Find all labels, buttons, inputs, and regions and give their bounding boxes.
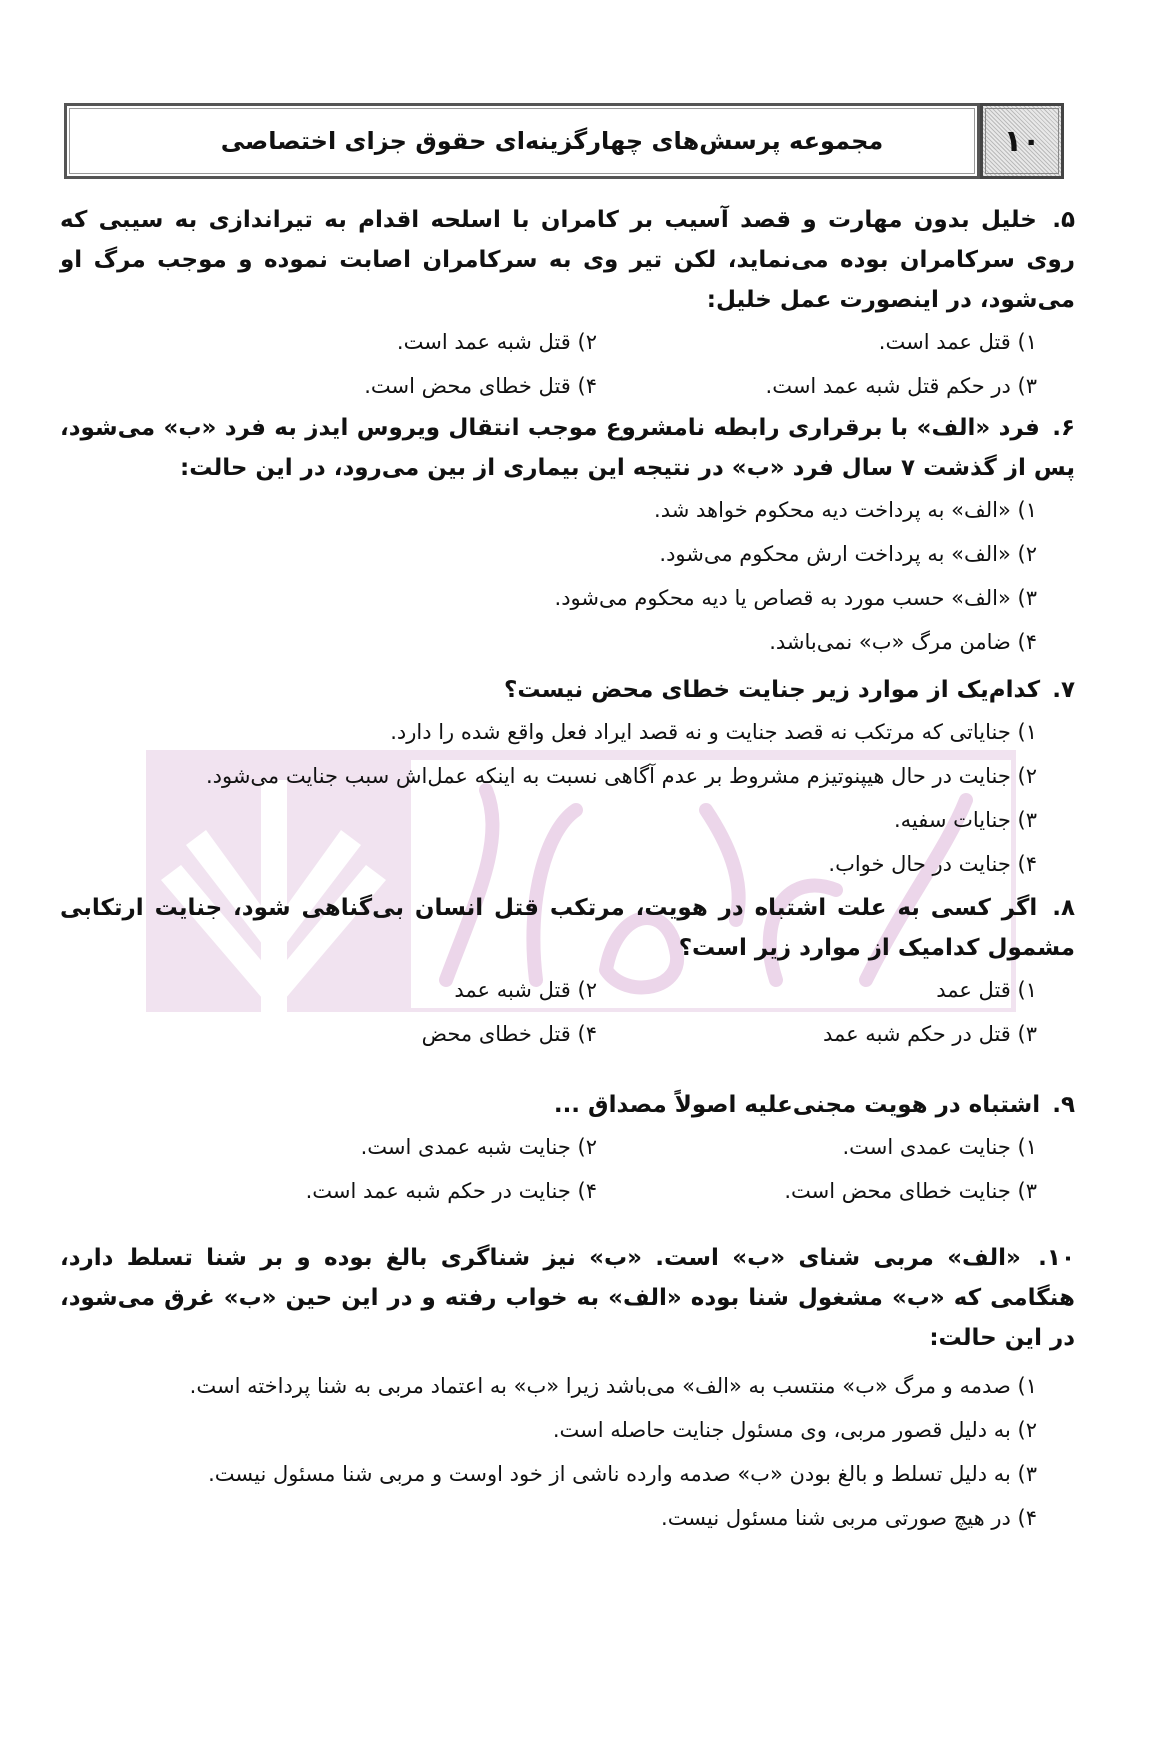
question-body: اگر کسی به علت اشتباه در هویت، مرتکب قتل انسان بی‌گناهی شود، جنایت ارتکابی مشمول کدامیک از موارد زیر است؟ [60,895,1075,961]
option-2[interactable]: ۲) قتل شبه عمد است. [396,330,597,354]
question-number: ۱۰. [1038,1245,1075,1271]
option-2[interactable]: ۲) جنایت در حال هیپنوتیزم مشروط بر عدم آگاهی نسبت به اینکه عمل‌اش سبب جنایت می‌شود. [205,764,1037,788]
question-number: ۷. [1052,677,1075,703]
option-3[interactable]: ۳) قتل در حکم شبه عمد [822,1022,1037,1046]
options-list [60,1364,1075,1540]
option-3[interactable]: ۳) جنایت خطای محض است. [784,1179,1037,1203]
page-number-box [980,103,1064,179]
question-8 [60,888,1075,1056]
option-4[interactable]: ۴) در هیچ صورتی مربی شنا مسئول نیست. [661,1506,1037,1530]
question-10 [60,1238,1075,1540]
question-7 [60,670,1075,886]
option-1[interactable]: ۱) جنایاتی که مرتکب نه قصد جنایت و نه قصد ایراد فعل واقع شده را دارد. [390,720,1037,744]
option-1[interactable]: ۱) صدمه و مرگ «ب» منتسب به «الف» می‌باشد زیرا «ب» به اعتماد مربی به شنا پرداخته است. [189,1374,1037,1398]
option-3[interactable]: ۳) جنایات سفیه. [893,808,1037,832]
question-text [60,1085,1075,1125]
option-2[interactable]: ۲) به دلیل قصور مربی، وی مسئول جنایت حاصله است. [552,1418,1037,1442]
options-list [60,488,1075,664]
option-3[interactable]: ۳) به دلیل تسلط و بالغ بودن «ب» صدمه وارده ناشی از خود اوست و مربی شنا مسئول نیست. [208,1462,1037,1486]
question-body: اشتباه در هویت مجنی‌علیه اصولاً مصداق ... [553,1092,1041,1118]
option-3[interactable]: ۳) در حکم قتل شبه عمد است. [765,374,1037,398]
option-1[interactable]: ۱) قتل عمد [936,978,1037,1002]
option-1[interactable]: ۱) قتل عمد است. [878,330,1037,354]
option-2[interactable]: ۲) «الف» به پرداخت ارش محکوم می‌شود. [659,542,1037,566]
question-body: خلیل بدون مهارت و قصد آسیب بر کامران با اسلحه اقدام به تیراندازی به سیبی که روی سرکامران بوده می‌نماید، لکن تیر وی به سرکامران اصابت نموده و موجب مرگ او می‌شود، در اینصورت عمل خلیل: [60,207,1075,313]
question-5 [60,200,1075,408]
question-number: ۹. [1052,1092,1075,1118]
option-2[interactable]: ۲) قتل شبه عمد [454,978,597,1002]
question-number: ۶. [1052,415,1075,441]
question-text [60,670,1075,710]
option-2[interactable]: ۲) جنایت شبه عمدی است. [360,1135,597,1159]
options-list [60,320,1075,408]
question-body: «الف» مربی شنای «ب» است. «ب» نیز شناگری بالغ بوده و بر شنا تسلط دارد، هنگامی که «ب» مشغول شنا بوده «الف» به خواب رفته و در این حین «ب» غرق می‌شود، در این حالت: [60,1245,1075,1351]
option-3[interactable]: ۳) «الف» حسب مورد به قصاص یا دیه محکوم می‌شود. [554,586,1037,610]
options-list [60,710,1075,886]
option-1[interactable]: ۱) «الف» به پرداخت دیه محکوم خواهد شد. [654,498,1037,522]
header-title-box [64,103,980,179]
option-4[interactable]: ۴) جنایت در حال خواب. [828,852,1037,876]
question-6 [60,408,1075,664]
page-number: ۱۰ [1003,123,1041,159]
option-1[interactable]: ۱) جنایت عمدی است. [842,1135,1037,1159]
option-4[interactable]: ۴) جنایت در حکم شبه عمد است. [305,1179,597,1203]
question-text [60,1238,1075,1358]
book-title: مجموعه پرسش‌های چهارگزینه‌ای حقوق جزای اختصاصی [220,127,884,155]
question-9 [60,1085,1075,1213]
question-text [60,408,1075,488]
page-header [64,103,1064,179]
question-body: کدام‌یک از موارد زیر جنایت خطای محض نیست؟ [504,677,1041,703]
options-list [60,1125,1075,1213]
question-text [60,200,1075,320]
question-body: فرد «الف» با برقراری رابطه نامشروع موجب انتقال ویروس ایدز به فرد «ب» می‌شود، پس از گذشت ۷ سال فرد «ب» در نتیجه این بیماری از بین می‌رود، در این حالت: [60,415,1075,481]
option-4[interactable]: ۴) قتل خطای محض است. [364,374,597,398]
option-4[interactable]: ۴) قتل خطای محض [421,1022,597,1046]
option-4[interactable]: ۴) ضامن مرگ «ب» نمی‌باشد. [769,630,1037,654]
question-text [60,888,1075,968]
question-number: ۸. [1052,895,1076,921]
question-number: ۵. [1052,207,1075,233]
options-list [60,968,1075,1056]
